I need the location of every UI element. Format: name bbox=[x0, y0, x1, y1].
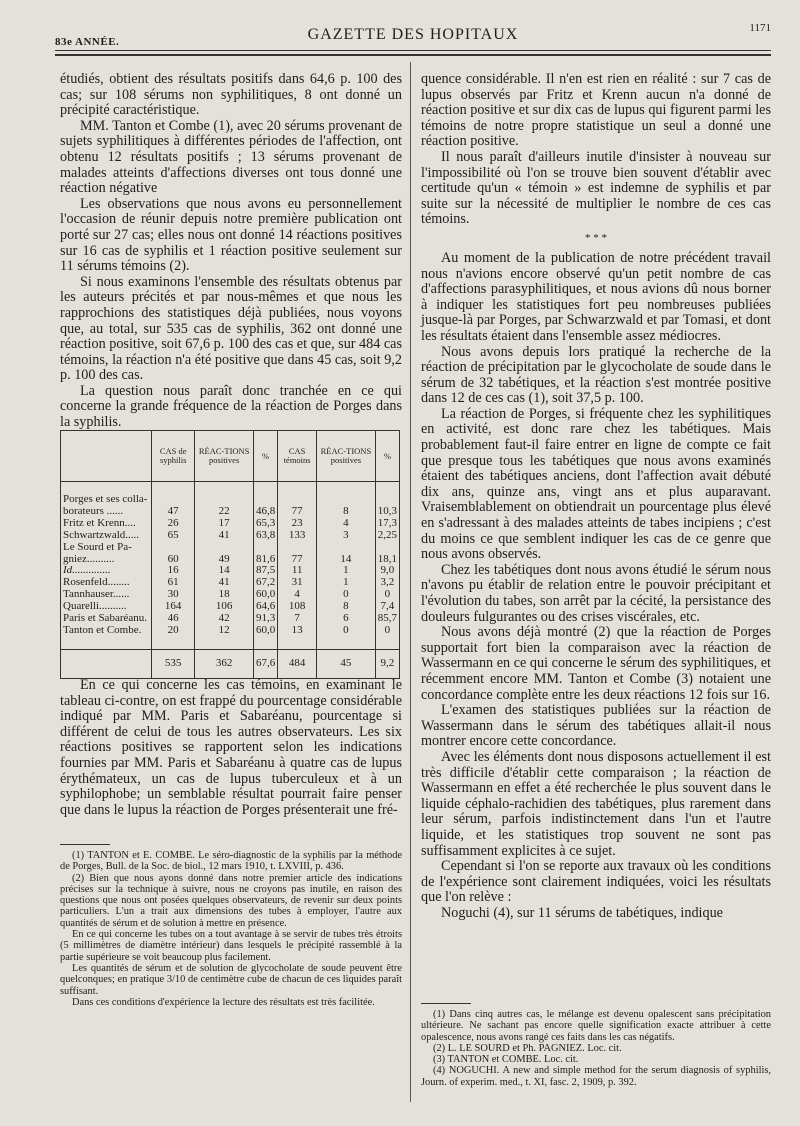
table-row-label: Id.............. bbox=[61, 565, 152, 577]
table-cell: 77 bbox=[278, 506, 317, 518]
table-cell: 7,4 bbox=[375, 601, 399, 613]
table-header: % bbox=[253, 431, 277, 482]
table-total-cell: 362 bbox=[195, 649, 254, 678]
issue-label: 83e ANNÉE. bbox=[55, 36, 120, 48]
footnotes-right bbox=[421, 1009, 771, 1088]
footnote: (1) Dans cinq autres cas, le mélange est devenu opalescent sans précipitation ultérieure. Ne sachant pas encore quelle signification exacte attribuer à cette opalescence, nous avons rangé ces faits dans les cas négatifs. bbox=[421, 1009, 771, 1043]
table-cell: 11 bbox=[278, 565, 317, 577]
table-cell: 61 bbox=[152, 577, 195, 589]
table-header: RÉAC-TIONS positives bbox=[195, 431, 254, 482]
header-rule-thick bbox=[55, 54, 771, 56]
footnote: (2) Bien que nous ayons donné dans notre premier article des indications précises sur la technique à suivre, nous ne croyons pas inutile, en raison des questions que nous ont posées quelques observateurs, de revenir sur deux points particuliers. L'un a trait aux dimensions des tubes à employer, l'autre aux quantités de sérum et de solution à mettre en présence. bbox=[60, 872, 402, 929]
table-cell: 49 bbox=[195, 554, 254, 566]
table-header-row bbox=[61, 431, 400, 482]
footnote: Dans ces conditions d'expérience la lecture des résultats est très facilitée. bbox=[72, 996, 375, 1008]
footnote-rule bbox=[421, 1003, 471, 1004]
table-cell: 65 bbox=[152, 530, 195, 542]
paragraph: Si nous examinons l'ensemble des résultats obtenus par les auteurs précités et par nous-mêmes et que nous les rapprochions des statistiques déjà publiées, nous voyons que, au total, sur 535 cas de syphilis, 362 ont donné une réaction positive, soit 67,6 p. 100 des cas et que, sur 484 cas témoins, la réaction n'a été positive que dans 45 cas, soit 9,2 p. 100 des cas. bbox=[60, 273, 403, 384]
table-row-label: Fritz et Krenn.... bbox=[61, 518, 152, 530]
table-cell bbox=[317, 542, 376, 554]
table-cell: 4 bbox=[278, 589, 317, 601]
paragraph: Les observations que nous avons eu personnellement l'occasion de réunir depuis notre première publication ont porté sur 27 cas; elles nous ont donné 14 réactions positives sur 16 cas de syphilis et 1 réaction positive seulement sur 11 sérums témoins (2). bbox=[60, 195, 402, 275]
paragraph: Nous avons depuis lors pratiqué la recherche de la réaction de précipitation par le glycocholate de soude dans le sérum de 32 tabétiques, et la réaction s'est montrée positive dans 12 de ces cas (1), soit 37,5 p. 100. bbox=[421, 343, 771, 407]
paragraph: L'examen des statistiques publiées sur la réaction de Wassermann dans le sérum des tabétiques allait-il nous montrer encore cette concordance. bbox=[421, 702, 771, 750]
table-row bbox=[61, 530, 400, 542]
table-cell: 22 bbox=[195, 506, 254, 518]
table-cell: 17,3 bbox=[375, 518, 399, 530]
page-header bbox=[55, 22, 771, 46]
table-cell: 46 bbox=[152, 613, 195, 625]
table-row bbox=[61, 518, 400, 530]
table-cell: 4 bbox=[317, 518, 376, 530]
table-cell: 63,8 bbox=[253, 530, 277, 542]
table-cell: 18,1 bbox=[375, 554, 399, 566]
paragraph: étudiés, obtient des résultats positifs dans 64,6 p. 100 des cas; sur 108 sérums non syphilitiques, 8 ont donné un précipité caractéristique. bbox=[60, 71, 402, 119]
journal-title: GAZETTE DES HOPITAUX bbox=[307, 26, 519, 43]
table-row-label: Tanton et Combe. bbox=[61, 625, 152, 637]
table-cell: 81,6 bbox=[253, 554, 277, 566]
table-cell bbox=[278, 542, 317, 554]
table-cell bbox=[152, 542, 195, 554]
footnote: (1) TANTON et E. COMBE. Le séro-diagnostic de la syphilis par la méthode de Porges, Bull. de la Soc. de biol., 12 mars 1910, t. LXVIII, p. 436. bbox=[60, 850, 402, 873]
paragraph: quence considérable. Il n'en est rien en réalité : sur 7 cas de lupus observés par Fritz et Krenn aucun n'a donné de réaction positive et sur dix cas de lupus qui figurent parmi les témoins de notre propre statistique un seul a donné une réaction positive. bbox=[421, 71, 771, 150]
table-cell: 16 bbox=[152, 565, 195, 577]
table-cell: 3 bbox=[317, 530, 376, 542]
table-cell: 8 bbox=[317, 506, 376, 518]
table-cell: 91,3 bbox=[253, 613, 277, 625]
table-total-cell: 535 bbox=[152, 649, 195, 678]
table-cell: 1 bbox=[317, 565, 376, 577]
footnote: (3) TANTON et COMBE. Loc. cit. bbox=[433, 1054, 579, 1066]
table-cell: 23 bbox=[278, 518, 317, 530]
table-row-label: borateurs ...... bbox=[61, 506, 152, 518]
paragraph: Chez les tabétiques dont nous avons étudié le sérum nous n'avons pu établir de relation entre le pouvoir précipitant et l'évolution du tabes, son arrêt par la cécité, la persistance des douleurs fulgurantes ou des crises viscérales, etc. bbox=[421, 561, 771, 625]
table-header-blank bbox=[61, 431, 152, 482]
table-cell: 60,0 bbox=[253, 589, 277, 601]
footnote-rule bbox=[60, 844, 110, 845]
table-header: CAS témoins bbox=[278, 431, 317, 482]
table-cell: 65,3 bbox=[253, 518, 277, 530]
table-cell: 0 bbox=[317, 589, 376, 601]
table-totals-row bbox=[61, 649, 400, 678]
paragraph: Cependant si l'on se reporte aux travaux où les conditions de l'expérience sont clairement indiquées, voici les résultats que l'on relève : bbox=[421, 858, 771, 906]
footnote: En ce qui concerne les tubes on a tout avantage à se servir de tubes très étroits (5 millimètres de diamètre intérieur) dans lesquels le précipité rassemblé à la partie supérieure se voit beaucoup plus facilement. bbox=[60, 929, 402, 963]
table-cell: 41 bbox=[195, 577, 254, 589]
footnotes-left bbox=[60, 850, 402, 1008]
footnote: Les quantités de sérum et de solution de glycocholate de soude peuvent être quelconques; en pratique 3/10 de centimètre cube de chacun de ces liquides paraît suffisant. bbox=[60, 962, 402, 997]
table-row-label: Rosenfeld........ bbox=[61, 577, 152, 589]
table-cell: 7 bbox=[278, 613, 317, 625]
statistics-table bbox=[60, 430, 400, 679]
footnote: (4) NOGUCHI. A new and simple method for the serum diagnosis of syphilis, Journ. of experim. med., t. XI, fasc. 2, 1909, p. 392. bbox=[421, 1065, 771, 1088]
table-cell: 42 bbox=[195, 613, 254, 625]
paragraph: Il nous paraît d'ailleurs inutile d'insister à nouveau sur l'impossibilité où l'on se trouve bien souvent d'établir avec certitude qu'un « témoin » est indemne de syphilis et par suite sur la nécessité de multiplier le nombre de ces cas témoins. bbox=[421, 148, 771, 228]
table-cell: 1 bbox=[317, 577, 376, 589]
table-total-cell: 67,6 bbox=[253, 649, 277, 678]
table-cell: 67,2 bbox=[253, 577, 277, 589]
paragraph: Noguchi (4), sur 11 sérums de tabétiques, indique bbox=[441, 904, 723, 921]
table-cell: 9,0 bbox=[375, 565, 399, 577]
table-row-label: Quarelli.......... bbox=[61, 601, 152, 613]
table-cell: 2,25 bbox=[375, 530, 399, 542]
paragraph: En ce qui concerne les cas témoins, en examinant le tableau ci-contre, on est frappé du pourcentage considérable indiqué par MM. Paris et Sabaréanu, pourcentage si différent de celui de tous les autres observateurs. Les six réactions positives se rapportent selon les indications fournies par MM. Paris et Sabaréanu à quatre cas de lupus érythémateux, un cas de lupus tuberculeux et à un syphilophobe; un semblable résultat pourrait faire penser que dans le lupus la réaction de Porges présenterait une fré- bbox=[60, 677, 402, 818]
table-cell: 26 bbox=[152, 518, 195, 530]
table-cell: 14 bbox=[195, 565, 254, 577]
table-cell: 0 bbox=[375, 625, 399, 637]
table-cell: 12 bbox=[195, 625, 254, 637]
table-cell: 77 bbox=[278, 554, 317, 566]
table-cell: 0 bbox=[317, 625, 376, 637]
table-cell bbox=[253, 542, 277, 554]
paragraph: La réaction de Porges, si fréquente chez les syphilitiques en activité, est donc rare chez les tabétiques. Mais probablement faut-il faire entrer en ligne de compte ce fait que presque tous les tabétiques que nous avons examinés étaient des tabétiques anciens, dont l'affection avait débuté dix ans, quinze ans, vingt ans et plus auparavant. Vraisemblablement on obtiendrait un pourcentage plus élevé en s'adressant à des malades atteints de tabes incipiens ; c'est du moins ce que semblent indiquer les cas de ce genre que nous avons observés. bbox=[421, 405, 771, 563]
right-column-text bbox=[421, 72, 771, 921]
table-cell: 3,2 bbox=[375, 577, 399, 589]
paragraph: La question nous paraît donc tranchée en ce qui concerne la grande fréquence de la réaction de Porges dans la syphilis. bbox=[60, 382, 402, 431]
table-body bbox=[61, 482, 400, 679]
table-cell: 64,6 bbox=[253, 601, 277, 613]
table-cell: 20 bbox=[152, 625, 195, 637]
paragraph: Au moment de la publication de notre précédent travail nous n'avions encore observé qu'un petit nombre de cas d'affections parasyphilitiques, et nous avions dû nous borner à indiquer les statistiques fort peu nombreuses publiées jusque-là par Porges, par Schwarzwald et par Tomasi, et dont les résultats étaient dans l'ensemble assez médiocres. bbox=[421, 249, 771, 344]
table-cell: 31 bbox=[278, 577, 317, 589]
table-cell bbox=[195, 542, 254, 554]
left-column-text-lower bbox=[60, 678, 402, 818]
paragraph: MM. Tanton et Combe (1), avec 20 sérums provenant de sujets syphilitiques à différentes périodes de l'affection, ont obtenu 12 résultats positifs ; 13 sérums provenant de malades atteints d'affections diverses ont tous donné une réaction négative bbox=[60, 117, 402, 197]
table-row-label: Paris et Sabaréanu. bbox=[61, 613, 152, 625]
table-cell: 17 bbox=[195, 518, 254, 530]
table-cell: 164 bbox=[152, 601, 195, 613]
table-cell: 60 bbox=[152, 554, 195, 566]
paragraph: Avec les éléments dont nous disposons actuellement il est très difficile d'établir cette comparaison ; la réaction de Wassermann en effet a été recherchée le plus souvent dans le liquide céphalo-rachidien des tabétiques, plus rarement dans leur sérum, parfois indistinctement dans l'un et l'autre liquide, et les statistiques trop souvent ne sont pas suffisamment explicites à ce sujet. bbox=[421, 748, 771, 859]
table-total-cell: 45 bbox=[317, 649, 376, 678]
table-cell: 106 bbox=[195, 601, 254, 613]
table-row-label: Tannhauser...... bbox=[61, 589, 152, 601]
table-cell: 87,5 bbox=[253, 565, 277, 577]
table-row-label: Schwartzwald..... bbox=[61, 530, 152, 542]
table-total-cell: 484 bbox=[278, 649, 317, 678]
table-cell bbox=[375, 542, 399, 554]
table-cell: 14 bbox=[317, 554, 376, 566]
table-cell: 133 bbox=[278, 530, 317, 542]
paragraph: Nous avons déjà montré (2) que la réaction de Porges supportait fort bien la comparaison avec la réaction de Wassermann en ce qui concerne le sérum des syphilitiques, et récemment encore MM. Tanton et Combe (3) notaient une concordance complète entre les deux réactions 12 fois sur 16. bbox=[421, 624, 771, 703]
table-cell: 10,3 bbox=[375, 506, 399, 518]
table-cell: 108 bbox=[278, 601, 317, 613]
table-total-cell: 9,2 bbox=[375, 649, 399, 678]
column-divider bbox=[410, 62, 411, 1102]
table-cell: 46,8 bbox=[253, 506, 277, 518]
table-row-label: Le Sourd et Pa- bbox=[61, 542, 152, 554]
left-column-text bbox=[60, 72, 402, 431]
table-cell: 85,7 bbox=[375, 613, 399, 625]
table-cell: 18 bbox=[195, 589, 254, 601]
table-header: RÉAC-TIONS positives bbox=[317, 431, 376, 482]
table-row-label: Porges et ses colla- bbox=[61, 494, 152, 506]
table-header: CAS de syphilis bbox=[152, 431, 195, 482]
table-cell: 13 bbox=[278, 625, 317, 637]
table-cell: 8 bbox=[317, 601, 376, 613]
header-rule bbox=[55, 50, 771, 51]
table-row-label: gniez.......... bbox=[61, 554, 152, 566]
table-cell: 41 bbox=[195, 530, 254, 542]
table-cell: 30 bbox=[152, 589, 195, 601]
table-cell: 47 bbox=[152, 506, 195, 518]
table-row bbox=[61, 625, 400, 637]
section-separator: * * * bbox=[585, 231, 607, 244]
table-header: % bbox=[375, 431, 399, 482]
footnote: (2) L. LE SOURD et Ph. PAGNIEZ. Loc. cit. bbox=[433, 1042, 622, 1054]
page-number: 1171 bbox=[749, 22, 771, 34]
table-cell: 60,0 bbox=[253, 625, 277, 637]
table-cell: 6 bbox=[317, 613, 376, 625]
table-row bbox=[61, 542, 400, 554]
table-cell: 0 bbox=[375, 589, 399, 601]
